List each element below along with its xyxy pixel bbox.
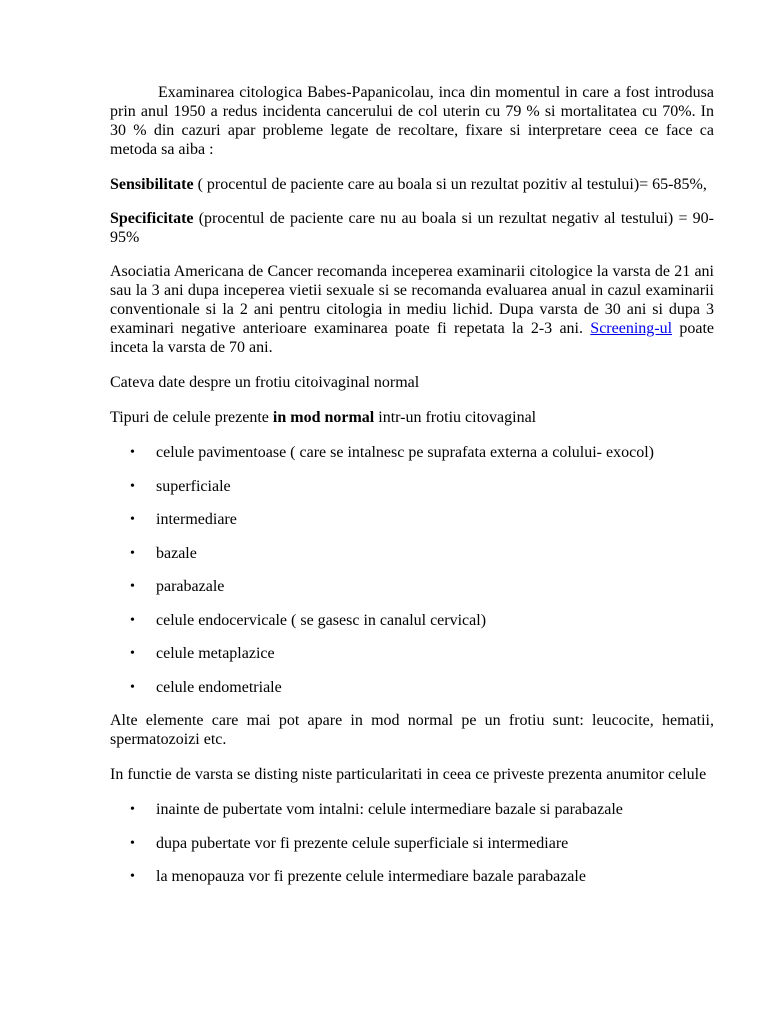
bullet-icon: • <box>130 835 135 851</box>
list-item-text: parabazale <box>156 578 225 595</box>
cell-types-heading <box>110 408 714 427</box>
list-item <box>110 867 714 886</box>
list-item-text: intermediare <box>156 511 237 528</box>
specificitate-definition: (procentul de paciente care nu au boala si un rezultat negativ al testului) = 90-95% <box>110 210 714 246</box>
recommendation-text: Asociatia Americana de Cancer recomanda inceperea examinarii citologice la varsta de 21 ani sau la 3 ani dupa inceperea vietii sexuale si se recomanda evaluarea anual in cazul examinarii conventionale si la 2 ani pentru citologia in mediu lichid. Dupa varsta de 30 ani si dupa 3 examinari negative anterioare examinarea poate fi repetata la 2-3 ani. <box>110 263 714 337</box>
list-item <box>110 477 714 496</box>
list-item-text: celule metaplazice <box>156 645 275 662</box>
list-item-text: celule pavimentoase ( care se intalnesc pe suprafata externa a colului- exocol) <box>156 444 654 461</box>
list-item <box>110 678 714 697</box>
list-item <box>110 834 714 853</box>
list-item-text: superficiale <box>156 477 231 495</box>
list-item-text: dupa pubertate vor fi prezente celule superficiale si intermediare <box>156 834 569 852</box>
list-item-text: inainte de pubertate vom intalni: celule intermediare bazale si parabazale <box>156 801 623 818</box>
specificitate-paragraph <box>110 209 714 247</box>
bullet-icon: • <box>130 579 135 594</box>
list-item <box>110 577 714 596</box>
list-item-text: la menopauza vor fi prezente celule intermediare bazale parabazale <box>156 868 586 885</box>
list-item <box>110 800 714 819</box>
bullet-icon: • <box>130 802 135 817</box>
list-item <box>110 544 714 563</box>
bullet-icon: • <box>130 646 135 661</box>
specificitate-term: Specificitate <box>110 210 194 227</box>
age-particularities-paragraph: In functie de varsta se disting niste particularitati in ceea ce priveste prezenta anumitor celule <box>110 766 707 783</box>
list-item <box>110 644 714 663</box>
list-item-text: celule endometriale <box>156 678 282 696</box>
sensibilitate-definition: ( procentul de paciente care au boala si un rezultat pozitiv al testului)= 65-85%, <box>193 176 707 193</box>
recommendation-text-end: poate inceta la varsta de 70 ani. <box>110 320 714 356</box>
list-item-text: bazale <box>156 544 197 562</box>
cell-types-text-end: intr-un frotiu citovaginal <box>374 409 537 426</box>
sensibilitate-term: Sensibilitate <box>110 176 194 193</box>
list-item-text: celule endocervicale ( se gasesc in canalul cervical) <box>156 611 487 629</box>
bullet-icon: • <box>130 478 135 494</box>
bullet-icon: • <box>130 679 135 695</box>
intro-paragraph: Examinarea citologica Babes-Papanicolau, inca din momentul in care a fost introdusa prin anul 1950 a redus incidenta cancerului de col uterin cu 79 % si mortalitatea cu 70%. In 30 % din cazuri apar probleme legate de recoltare, fixare si interpretare ceea ce face ca metoda sa aiba : <box>110 84 714 158</box>
list-item <box>110 510 714 529</box>
bullet-icon: • <box>130 612 135 628</box>
other-elements-paragraph: Alte elemente care mai pot apare in mod normal pe un frotiu sunt: leucocite, hematii, spermatozoizi etc. <box>110 712 714 748</box>
normal-smear-heading: Cateva date despre un frotiu citoivaginal normal <box>110 374 420 391</box>
bullet-icon: • <box>130 445 135 460</box>
sensibilitate-paragraph <box>110 175 714 194</box>
bullet-icon: • <box>130 545 135 561</box>
screening-link[interactable]: Screening-ul <box>590 320 673 337</box>
cell-types-list <box>110 443 714 697</box>
cell-types-bold: in mod normal <box>272 409 375 426</box>
age-list <box>110 800 714 886</box>
list-item <box>110 443 714 462</box>
bullet-icon: • <box>130 512 135 527</box>
list-item <box>110 611 714 630</box>
bullet-icon: • <box>130 869 135 884</box>
document-page <box>110 83 714 901</box>
cell-types-text: Tipuri de celule prezente <box>110 409 273 426</box>
recommendation-paragraph <box>110 262 714 357</box>
